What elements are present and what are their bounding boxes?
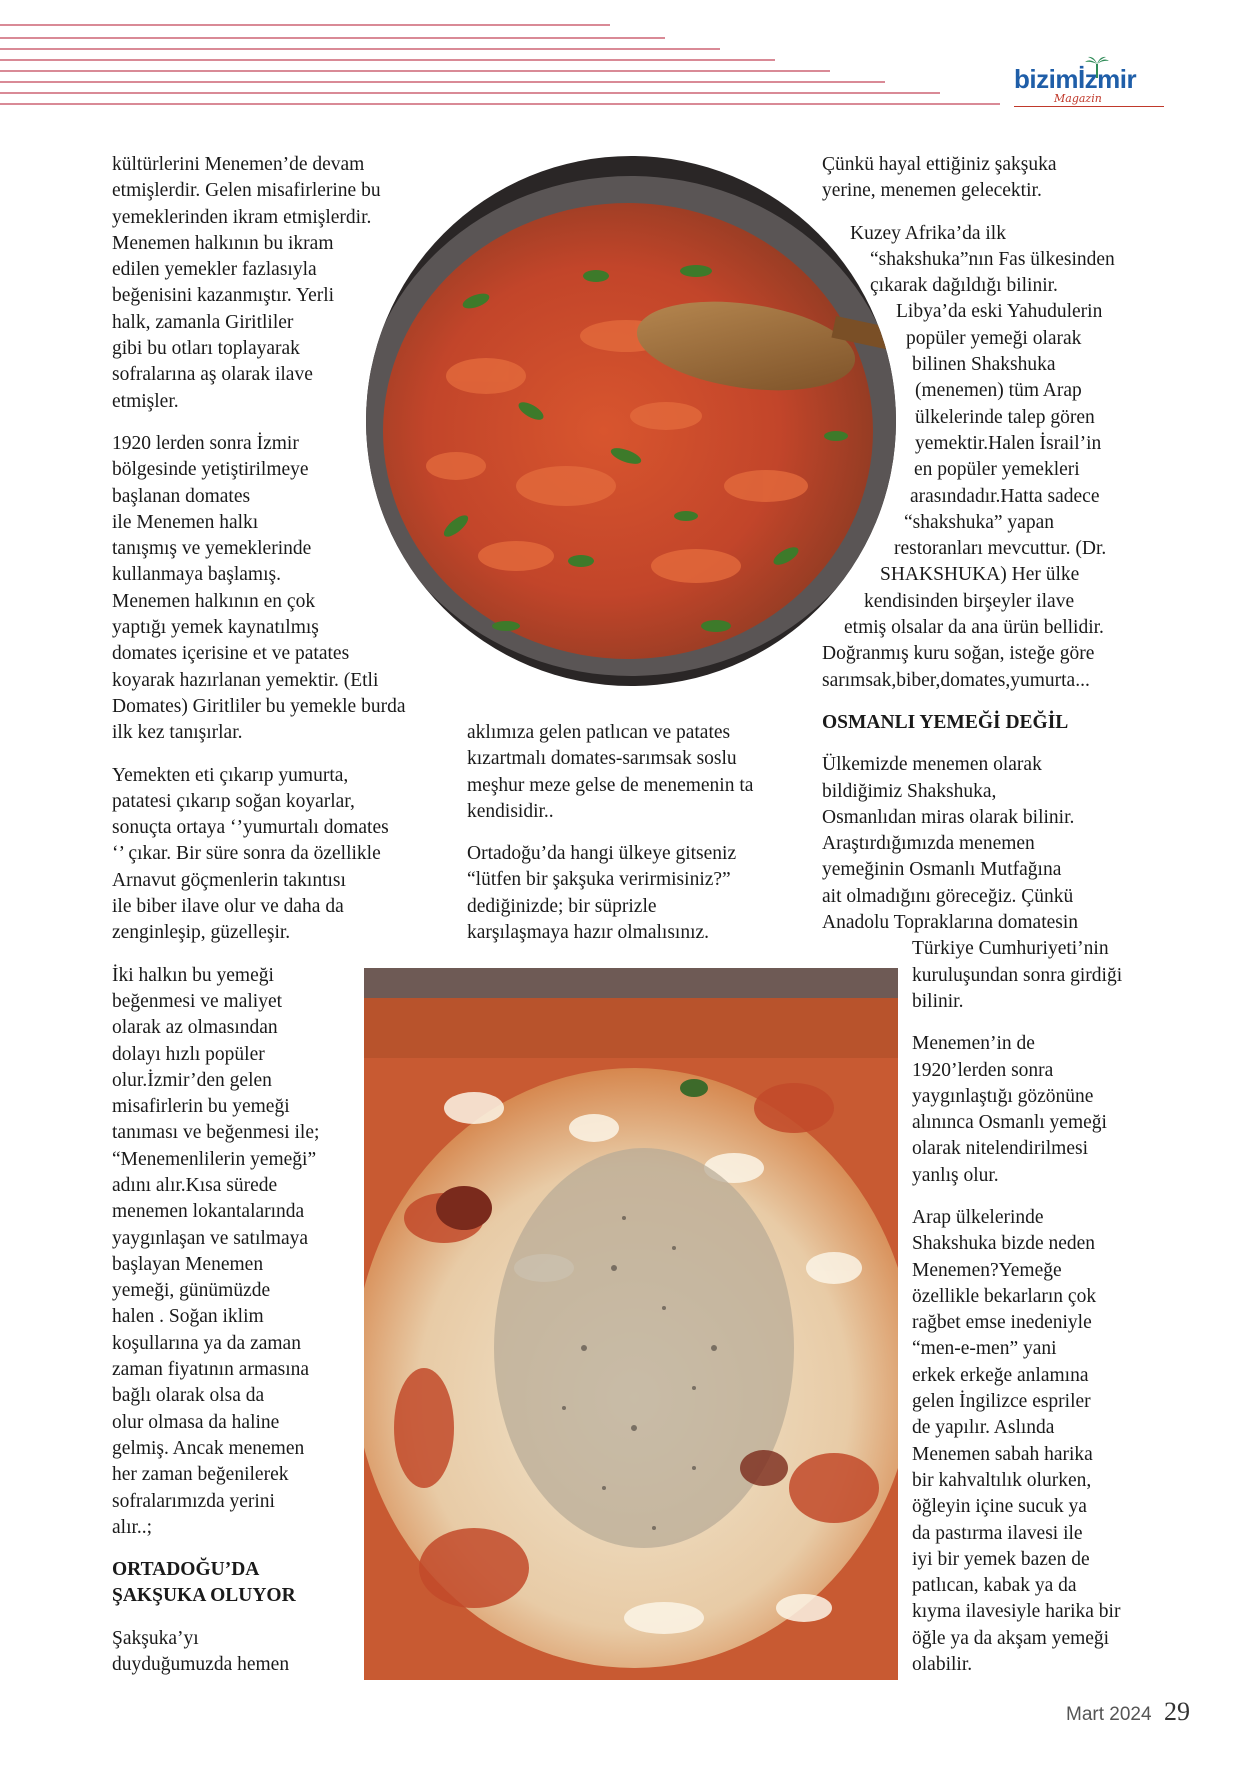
text-line: sarımsak,biber,domates,yumurta... — [822, 669, 1090, 691]
text-line: gibi bu otları toplayarak — [112, 338, 300, 360]
text-line: 1920 lerden sonra İzmir — [112, 432, 299, 454]
text-line: kıyma ilavesiyle harika bir — [912, 1601, 1121, 1623]
text-line: etmişlerdir. Gelen misafirlerine bu — [112, 180, 381, 202]
text-line: halk, zamanla Giritliler — [112, 311, 294, 333]
text-line: bölgesinde yetiştirilmeye — [112, 459, 309, 481]
text-line: bilinir. — [912, 990, 964, 1012]
text-line: Domates) Giritliler bu yemekle burda — [112, 695, 406, 717]
text-line: Ortadoğu’da hangi ülkeye gitseniz — [467, 843, 737, 865]
text-line: sofralarımızda yerini — [112, 1490, 275, 1512]
text-line: Ülkemizde menemen olarak — [822, 754, 1042, 776]
column-2 — [467, 720, 812, 962]
col1-paragraph-4 — [112, 963, 452, 1542]
logo-wordmark — [1014, 64, 1136, 95]
text-line: da pastırma ilavesi ile — [912, 1522, 1083, 1544]
issue-date: Mart 2024 — [1066, 1704, 1152, 1725]
text-line: Menemen’in de — [912, 1033, 1035, 1055]
text-line: kendisidir.. — [467, 800, 554, 822]
text-line: İki halkın bu yemeği — [112, 964, 274, 986]
text-line: ilk kez tanışırlar. — [112, 722, 243, 744]
text-line: alır..; — [112, 1516, 153, 1538]
text-line: etmişler. — [112, 390, 179, 412]
text-line: etmiş olsalar da ana ürün bellidir. — [844, 617, 1104, 639]
text-line: bilinen Shakshuka — [912, 354, 1056, 376]
text-line: yaygınlaşan ve satılmaya — [112, 1227, 309, 1249]
text-line: Menemen sabah harika — [912, 1443, 1093, 1465]
text-line: Yemekten eti çıkarıp yumurta, — [112, 764, 349, 786]
col3-paragraph-4 — [822, 1031, 1167, 1189]
text-line: Doğranmış kuru soğan, isteğe göre — [822, 643, 1095, 665]
text-line: ile biber ilave olur ve daha da — [112, 896, 344, 918]
text-line: tanışmış ve yemeklerinde — [112, 538, 312, 560]
text-line: ülkelerinde talep gören — [915, 406, 1095, 428]
text-line: meşhur meze gelse de menemenin ta — [467, 774, 754, 796]
text-line: (menemen) tüm Arap — [915, 380, 1082, 402]
text-line: arasındadır.Hatta sadece — [910, 485, 1100, 507]
logo-word-izmir: İzmir — [1077, 64, 1137, 94]
text-line: “shakshuka” yapan — [904, 511, 1054, 533]
heading-line: ŞAKŞUKA OLUYOR — [112, 1585, 296, 1607]
text-line: koyarak hazırlanan yemektir. (Etli — [112, 669, 379, 691]
column-1 — [112, 152, 452, 1694]
text-line: Menemen halkının en çok — [112, 590, 316, 612]
text-line: Çünkü hayal ettiğiniz şakşuka — [822, 154, 1057, 175]
text-line: Osmanlıdan miras olarak bilinir. — [822, 806, 1075, 828]
text-line: misafirlerin bu yemeği — [112, 1096, 290, 1118]
text-line: gelen İngilizce espriler — [912, 1391, 1091, 1413]
text-line: olarak nitelendirilmesi — [912, 1138, 1088, 1160]
text-line: öğleyin içine sucuk ya — [912, 1496, 1087, 1518]
col3-paragraph-2 — [822, 221, 1167, 694]
text-line: bağlı olarak olsa da — [112, 1385, 265, 1407]
text-line: olur.İzmir’den gelen — [112, 1069, 272, 1091]
text-line: patlıcan, kabak ya da — [912, 1575, 1077, 1597]
text-line: yemeklerinden ikram etmişlerdir. — [112, 206, 372, 228]
text-line: ait olmadığını göreceğiz. Çünkü — [822, 885, 1074, 907]
page-number: 29 — [1164, 1697, 1190, 1726]
text-line: olarak az olmasından — [112, 1017, 278, 1039]
col3-paragraph-5 — [822, 1205, 1167, 1678]
text-line: Arap ülkelerinde — [912, 1206, 1044, 1228]
text-line: erkek erkeğe anlamına — [912, 1364, 1089, 1386]
col2-paragraph-1 — [467, 720, 812, 825]
text-line: Türkiye Cumhuriyeti’nin — [912, 938, 1109, 960]
text-line: tanıması ve beğenmesi ile; — [112, 1122, 320, 1144]
text-line: en popüler yemekleri — [914, 459, 1080, 481]
text-line: halen . Soğan iklim — [112, 1306, 264, 1328]
text-line: yaptığı yemek kaynatılmış — [112, 617, 319, 639]
text-line: “shakshuka”nın Fas ülkesinden — [870, 248, 1115, 270]
text-line: kuruluşundan sonra girdiği — [912, 964, 1123, 986]
text-line: Anadolu Topraklarına domatesin — [822, 912, 1079, 934]
text-line: “lütfen bir şakşuka verirmisiniz?” — [467, 869, 731, 891]
col1-paragraph-1 — [112, 152, 452, 415]
logo-subtitle: Magazin — [1054, 92, 1102, 105]
text-line: yanlış olur. — [912, 1164, 999, 1186]
text-line: restoranları mevcuttur. (Dr. — [894, 538, 1107, 560]
palm-tree-icon — [1084, 56, 1110, 78]
col3-paragraph-3 — [822, 752, 1167, 1015]
text-line: duyduğumuzda hemen — [112, 1654, 290, 1676]
col1-paragraph-3 — [112, 763, 452, 947]
text-line: iyi bir yemek bazen de — [912, 1548, 1090, 1570]
text-line: Arnavut göçmenlerin takıntısı — [112, 869, 346, 891]
text-line: sofralarına aş olarak ilave — [112, 364, 313, 386]
text-line: beğenmesi ve maliyet — [112, 990, 283, 1012]
text-line: popüler yemeği olarak — [906, 327, 1082, 349]
heading-line: OSMANLI YEMEĞİ DEĞİL — [822, 711, 1069, 733]
text-line: çıkarak dağıldığı bilinir. — [870, 275, 1058, 297]
text-line: kültürlerini Menemen’de devam — [112, 154, 365, 175]
text-line: karşılaşmaya hazır olmalısınız. — [467, 922, 710, 944]
text-line: rağbet emse inedeniyle — [912, 1312, 1092, 1334]
text-line: bir kahvaltılık olurken, — [912, 1469, 1092, 1491]
text-line: yerine, menemen gelecektir. — [822, 180, 1042, 202]
text-line: Shakshuka bizde neden — [912, 1233, 1096, 1255]
text-line: kullanmaya başlamış. — [112, 564, 281, 586]
text-line: SHAKSHUKA) Her ülke — [880, 564, 1080, 586]
text-line: menemen lokantalarında — [112, 1201, 305, 1223]
text-line: dolayı hızlı popüler — [112, 1043, 265, 1065]
text-line: Şakşuka’yı — [112, 1627, 199, 1649]
text-line: Kuzey Afrika’da ilk — [850, 222, 1006, 244]
text-line: zenginleşip, güzelleşir. — [112, 922, 291, 944]
text-line: yemektir.Halen İsrail’in — [915, 432, 1102, 454]
text-line: dediğinizde; bir süprizle — [467, 895, 657, 917]
text-line: olur olmasa da haline — [112, 1411, 280, 1433]
text-line: öğle ya da akşam yemeği — [912, 1627, 1110, 1649]
section-heading-ortadogu — [112, 1557, 452, 1610]
col3-paragraph-1 — [822, 152, 1167, 205]
text-line: başlanan domates — [112, 485, 251, 507]
text-line: gelmiş. Ancak menemen — [112, 1437, 305, 1459]
text-line: beğenisini kazanmıştır. Yerli — [112, 285, 335, 307]
col1-paragraph-5 — [112, 1626, 452, 1679]
text-line: ile Menemen halkı — [112, 511, 259, 533]
text-line: “Menemenlilerin yemeği” — [112, 1148, 317, 1170]
text-line: her zaman beğenilerek — [112, 1464, 289, 1486]
text-line: bildiğimiz Shakshuka, — [822, 780, 997, 802]
logo-underline — [1014, 106, 1164, 107]
text-line: olabilir. — [912, 1654, 973, 1676]
heading-line: ORTADOĞU’DA — [112, 1559, 260, 1581]
text-line: Menemen halkının bu ikram — [112, 232, 334, 254]
text-line: Menemen?Yemeğe — [912, 1259, 1062, 1281]
text-line: Araştırdığımızda menemen — [822, 833, 1035, 855]
text-line: adını alır.Kısa sürede — [112, 1174, 278, 1196]
text-line: patatesi çıkarıp soğan koyarlar, — [112, 790, 355, 812]
text-line: sonuçta ortaya ‘’yumurtalı domates — [112, 817, 389, 839]
text-line: de yapılır. Aslında — [912, 1417, 1055, 1439]
text-line: özellikle bekarların çok — [912, 1285, 1097, 1307]
text-line: zaman fiyatının armasına — [112, 1359, 310, 1381]
col2-paragraph-2 — [467, 841, 812, 946]
text-line: edilen yemekler fazlasıyla — [112, 259, 317, 281]
text-line: aklımıza gelen patlıcan ve patates — [467, 722, 731, 743]
text-line: alınınca Osmanlı yemeği — [912, 1112, 1107, 1134]
logo-word-bizim: bizim — [1014, 64, 1078, 94]
text-line: kızartmalı domates-sarımsak soslu — [467, 748, 737, 770]
text-line: yaygınlaştığı gözönüne — [912, 1085, 1094, 1107]
text-line: yemeğinin Osmanlı Mutfağına — [822, 859, 1062, 881]
text-line: başlayan Menemen — [112, 1253, 264, 1275]
text-line: kendisinden birşeyler ilave — [864, 590, 1075, 612]
magazine-logo — [1014, 62, 1164, 114]
text-line: koşullarına ya da zaman — [112, 1332, 301, 1354]
text-line: 1920’lerden sonra — [912, 1059, 1054, 1081]
text-line: Libya’da eski Yahudulerin — [896, 301, 1103, 323]
text-line: “men-e-men” yani — [912, 1338, 1057, 1360]
column-3 — [822, 152, 1167, 1694]
text-line: ‘’ çıkar. Bir süre sonra da özellikle — [112, 843, 381, 865]
text-line: domates içerisine et ve patates — [112, 643, 350, 665]
section-heading-osmanli — [822, 710, 1167, 736]
text-line: yemeği, günümüzde — [112, 1280, 271, 1302]
col1-paragraph-2 — [112, 431, 452, 747]
